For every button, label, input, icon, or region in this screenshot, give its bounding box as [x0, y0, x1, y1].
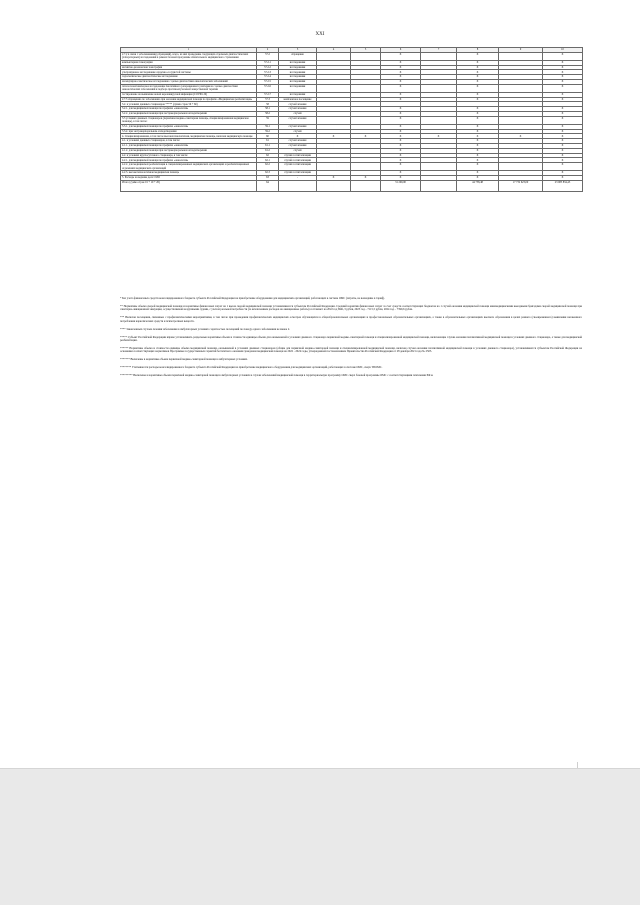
table-cell: 61.1 — [257, 143, 279, 148]
table-cell: X — [381, 171, 421, 176]
table-cell: 57.2.6 — [257, 84, 279, 92]
table-cell: 59.1 — [257, 124, 279, 129]
table-cell: X — [381, 139, 421, 144]
table-cell: X — [381, 163, 421, 171]
table-cell — [351, 180, 381, 191]
row-label: патологоанатомическое исследование биопсийного (операционного) материала с целью диагностики онкологических заболеваний и подбора противоопухолевой лекарственной терапии — [121, 84, 257, 92]
table-cell — [421, 52, 457, 60]
row-label: 4.1.1. для медицинской помощи по профилю «онкология» — [121, 143, 257, 148]
table-cell: случай лечения — [279, 116, 317, 124]
table-cell — [317, 163, 351, 171]
table-row — [121, 116, 583, 124]
footnote: *** Включая посещения, связанные с профилактическими мероприятиями, в том числе при проведении профилактических медицинских осмотров обучающихся в общеобразовательных организациях и профессиональных образовательных организациях, а также в образовательных организациях высшего образования в целях раннего (своевременного) выявления незаконного потребления наркотических средств и психотропных веществ. — [120, 316, 582, 323]
table-cell — [317, 84, 351, 92]
table-cell — [351, 163, 381, 171]
table-cell: X — [543, 124, 583, 129]
table-cell — [499, 116, 543, 124]
table-cell: X — [543, 175, 583, 180]
table-cell: X — [279, 134, 317, 139]
table-cell: X — [457, 111, 499, 116]
footnote: **** Законченных случаев лечения заболевания в амбулаторных условиях с кратностью посещений по поводу одного заболевания не менее 2. — [120, 327, 290, 331]
table-cell: комплексное посещение — [279, 97, 317, 102]
table-cell: X — [457, 124, 499, 129]
table-cell: X — [543, 60, 583, 65]
table-cell: 64 — [257, 180, 279, 191]
table-cell — [421, 84, 457, 92]
table-cell: X — [457, 143, 499, 148]
table-cell: X — [543, 70, 583, 75]
table-cell: - — [279, 175, 317, 180]
header-cell: 6 — [381, 48, 421, 53]
header-cell: 2 — [257, 48, 279, 53]
table-cell: X — [381, 79, 421, 84]
footnote: ********* Включены в нормативы объема первичной медико-санитарной помощи в амбулаторных условиях и случаи заболеваний медицинской помощи в территориальную программу ОМС сверх базовой программы ОМС с соответствующими платежами РФ и. — [120, 374, 434, 378]
table-cell: исследования — [279, 92, 317, 97]
row-label: 5. Расходы на ведение дела СМО — [121, 175, 257, 180]
table-row — [121, 180, 583, 191]
row-label: 3.2. в условиях дневных стационаров ***** (сумма строк 59 + 60) — [121, 102, 257, 107]
table-cell — [351, 52, 381, 60]
header-cell: 10 — [543, 48, 583, 53]
table-cell: X — [381, 97, 421, 102]
table-cell: случай лечения — [279, 139, 317, 144]
table-cell: случай госпитализации — [279, 153, 317, 158]
table-cell: X — [421, 134, 457, 139]
table-cell: X — [457, 171, 499, 176]
table-cell: 23 985 834,43 — [543, 180, 583, 191]
table-cell: X — [457, 79, 499, 84]
table-cell: 17 732 623,00 — [499, 180, 543, 191]
table-cell: 57.2.1 — [257, 60, 279, 65]
table-cell — [351, 116, 381, 124]
table-cell: исследования — [279, 75, 317, 80]
table-cell: случай — [279, 148, 317, 153]
table-cell: 58.1 — [257, 107, 279, 112]
table-cell — [499, 84, 543, 92]
table-cell: X — [543, 79, 583, 84]
table-cell: 60 — [257, 134, 279, 139]
table-cell: X — [381, 124, 421, 129]
table-cell: 62.1 — [257, 158, 279, 163]
table-cell: X — [457, 52, 499, 60]
table-cell — [499, 163, 543, 171]
table-row — [121, 52, 583, 60]
table-cell: X — [543, 158, 583, 163]
table-cell: исследования — [279, 70, 317, 75]
row-label: эндоскопическое диагностическое исследование — [121, 75, 257, 80]
table-cell: случай лечения — [279, 107, 317, 112]
table-cell: случай лечения — [279, 124, 317, 129]
table-cell: X — [457, 107, 499, 112]
table-cell: X — [317, 134, 351, 139]
table-cell: X — [457, 175, 499, 180]
table-cell: X — [457, 70, 499, 75]
row-label: 3.3.1. для медицинской помощи по профилю «онкология» — [121, 124, 257, 129]
footnote: ***** Субъект Российской Федерации вправе устанавливать раздельные нормативы объема и стоимости единицы объема для оказываемой в условиях дневного стационара первичной медико-санитарной помощи и специализированной медицинской помощи, включающие случаи оказания паллиативной медицинской помощи в условиях дневного стационара, а также для медицинской реабилитации. — [120, 335, 582, 343]
table-cell: X — [457, 116, 499, 124]
table-cell: X — [457, 84, 499, 92]
table-cell: X — [543, 116, 583, 124]
footnotes — [120, 297, 582, 382]
table-body — [121, 48, 583, 192]
row-label: магнитно-резонансная томография — [121, 65, 257, 70]
table-cell: исследования — [279, 79, 317, 84]
table-cell: исследования — [279, 84, 317, 92]
table-cell: X — [457, 148, 499, 153]
table-cell: 63 — [257, 175, 279, 180]
table-cell: 57.2.5 — [257, 79, 279, 84]
table-cell: X — [457, 158, 499, 163]
table-cell: 57.2.3 — [257, 70, 279, 75]
page-number: XXI — [315, 32, 325, 37]
footnote: ******* Включены в нормативы объема первичной медико-санитарной помощи в амбулаторных условиях. — [120, 358, 248, 362]
row-label: 2.7.2 в связи с заболеваниями (обращений), всего, из них проведение следующих отдельных диагностических (лабораторных) исследований в рамках базовой программы обязательного медицинского страхования — [121, 52, 257, 60]
table-cell: X — [381, 153, 421, 158]
table-cell: X — [543, 153, 583, 158]
table-cell: исследования — [279, 60, 317, 65]
table-cell: X — [457, 139, 499, 144]
table-cell: X — [543, 107, 583, 112]
table-cell — [499, 52, 543, 60]
table-cell — [279, 180, 317, 191]
table-cell: X — [381, 175, 421, 180]
table-cell — [351, 84, 381, 92]
table-cell: случай лечения — [279, 102, 317, 107]
table-cell: X — [381, 129, 421, 134]
table-cell: обращение — [279, 52, 317, 60]
table-cell: X — [543, 163, 583, 171]
footnote: * Без учета финансовых средств консолидированного бюджета субъекта Российской Федерации на приобретение оборудования для медицинских организаций, работающих в системе ОМС (затраты, не вошедшие в тариф). — [120, 297, 385, 300]
page-edge — [0, 768, 640, 769]
footnote: ****** Нормативы объема и стоимости единицы объема медицинской помощи, оказываемой в условиях дневных стационаров (общие для первичной медико-санитарной помощи и специализированной медицинской помощи, включая случаи оказания паллиативной медицинской помощи в условиях дневного стационара), устанавливаются субъектом Российской Федерации на основании соответствующих нормативов Программы государственных гарантий бесплатного оказания гражданам медицинской помощи на 2022 - 2024 годы, утвержденной постановлением Правительства Российской Федерации от 28 декабря 2021 года № 2505. — [120, 346, 582, 354]
row-label: 3.2.2. для медицинской помощи при экстракорпоральном оплодотворении — [121, 111, 257, 116]
table-cell: 62.3 — [257, 171, 279, 176]
table-cell: X — [381, 84, 421, 92]
table-cell: X — [457, 163, 499, 171]
row-label: 4.1.2. для медицинской помощи при экстракорпоральном оплодотворении — [121, 148, 257, 153]
table-cell: 57.2.4 — [257, 75, 279, 80]
table-cell — [317, 116, 351, 124]
table-cell: случай лечения — [279, 143, 317, 148]
data-table — [120, 47, 583, 192]
table-cell: случай госпитализации — [279, 171, 317, 176]
table-cell: X — [543, 52, 583, 60]
table-cell: X — [381, 52, 421, 60]
table-cell: X — [381, 107, 421, 112]
row-label: Итого (сумма строк 01 + 19 + 20) — [121, 180, 257, 191]
table-cell: X — [543, 84, 583, 92]
table-cell: X — [499, 134, 543, 139]
table-cell: X — [381, 65, 421, 70]
table-cell: X — [543, 143, 583, 148]
header-cell: 8 — [457, 48, 499, 53]
row-label: 3.3.2. при экстракорпоральном оплодотворении — [121, 129, 257, 134]
table-cell: X — [381, 134, 421, 139]
table-cell: X — [351, 175, 381, 180]
table-cell: 59 — [257, 116, 279, 124]
table-cell: 57.2 — [257, 52, 279, 60]
table-cell: 61 — [257, 139, 279, 144]
table-cell: 62.2 — [257, 163, 279, 171]
row-label: компьютерная томография — [121, 60, 257, 65]
header-cell: 1 — [121, 48, 257, 53]
table-cell: X — [381, 92, 421, 97]
table-cell: X — [381, 143, 421, 148]
table-cell: X — [457, 60, 499, 65]
table-row — [121, 163, 583, 171]
table-cell: X — [381, 148, 421, 153]
table-cell: X — [457, 97, 499, 102]
table-cell: 58 — [257, 102, 279, 107]
table-cell: X — [317, 175, 351, 180]
table-cell: X — [543, 139, 583, 144]
table-cell: случай госпитализации — [279, 163, 317, 171]
table-cell: 58.2 — [257, 111, 279, 116]
header-cell: 7 — [421, 48, 457, 53]
row-label: 4.1. в условиях дневных стационаров, в том числе: — [121, 139, 257, 144]
table-cell: X — [381, 116, 421, 124]
table-cell: 57.3 — [257, 97, 279, 102]
row-label: тестирование на выявление новой коронавирусной инфекции (COVID-19) — [121, 92, 257, 97]
table-cell: X — [457, 134, 499, 139]
table-cell: X — [457, 92, 499, 97]
table-cell: X — [543, 171, 583, 176]
table-cell: X — [543, 97, 583, 102]
table-cell: X — [457, 75, 499, 80]
table-cell — [317, 180, 351, 191]
table-cell: X — [457, 129, 499, 134]
table-cell: X — [381, 158, 421, 163]
row-label: 4. Специализированная, в том числе высокотехнологичная, медицинская помощь, включая медицинскую помощь: — [121, 134, 257, 139]
table-cell — [421, 163, 457, 171]
table-cell: случай — [279, 129, 317, 134]
table-cell: X — [381, 70, 421, 75]
table-cell: X — [543, 75, 583, 80]
row-label: 4.2.2. для медицинской реабилитации в специализированных медицинских организациях и реабилитационных отделениях медицинских организаций — [121, 163, 257, 171]
table-cell: X — [543, 65, 583, 70]
row-label: ультразвуковое исследование сердечно-сосудистой системы — [121, 70, 257, 75]
row-label: 2.7.3 обращению по заболеванию при оказании медицинской помощи по профилю «Медицинская реабилитация» — [121, 97, 257, 102]
table-cell: X — [543, 134, 583, 139]
table-cell: X — [543, 129, 583, 134]
footnote: ** Нормативы объема скорой медицинской помощи и нормативы финансовых затрат на 1 вызов скорой медицинской помощи устанавливаются субъектом Российской Федерации. Средний норматив финансовых затрат за счет средств соответствующих бюджетов на 1 случай оказания медицинской помощи авиамедицинскими выездными бригадами скорой медицинской помощи при санитарно-авиационной эвакуации, осуществляемой воздушными судами, с учетом реальной потребности (за исключением расходов на авиационные работы) составляет на 2022 год 6941,3 рубля, 2023 год – 7115,5 рубля, 2024 год – 7399,6 рубля. — [120, 304, 582, 312]
row-label: 4.2. в условиях круглосуточного стационара, в том числе: — [121, 153, 257, 158]
table-cell: X — [543, 92, 583, 97]
table-cell — [421, 116, 457, 124]
header-cell: 4 — [317, 48, 351, 53]
table-cell: X — [351, 134, 381, 139]
table-cell: 59.2 — [257, 129, 279, 134]
table-cell: X — [381, 111, 421, 116]
row-label: 4.2.3. высокотехнологичная медицинская помощь — [121, 171, 257, 176]
footnote: ******** Учитываются расходы консолидированного бюджета субъекта Российской Федерации на приобретение медицинского оборудования для медицинских организаций, работающих в системе ОМС, сверх ТПОМС. — [120, 366, 383, 370]
table-cell: 62 — [257, 153, 279, 158]
table-cell: случай госпитализации — [279, 158, 317, 163]
table-cell: 44 758,48 — [457, 180, 499, 191]
row-label: 4.2.1. для медицинской помощи по профилю «онкология» — [121, 158, 257, 163]
table-cell: случай — [279, 111, 317, 116]
table-cell: 57.2.2 — [257, 65, 279, 70]
table-cell: 31 209,00 — [381, 180, 421, 191]
table-cell: X — [543, 111, 583, 116]
table-cell: X — [543, 148, 583, 153]
row-label: молекулярно-генетическое исследование с целью диагностики онкологических заболеваний — [121, 79, 257, 84]
table-cell: X — [457, 153, 499, 158]
table-cell — [421, 180, 457, 191]
table-cell: X — [381, 60, 421, 65]
header-cell: 5 — [351, 48, 381, 53]
table-row — [121, 84, 583, 92]
table-cell: исследования — [279, 65, 317, 70]
table-cell: X — [457, 65, 499, 70]
table-cell: X — [381, 75, 421, 80]
table-cell: 57.2.7 — [257, 92, 279, 97]
table-cell: 61.2 — [257, 148, 279, 153]
row-label: 3.3 условиях дневных стационаров (первичная медико-санитарная помощь, специализированная медицинская помощь), в том числе: — [121, 116, 257, 124]
header-cell: 3 — [279, 48, 317, 53]
table-cell — [317, 52, 351, 60]
header-cell: 9 — [499, 48, 543, 53]
row-label: 3.2.1. для медицинской помощи по профилю «онкология» — [121, 107, 257, 112]
